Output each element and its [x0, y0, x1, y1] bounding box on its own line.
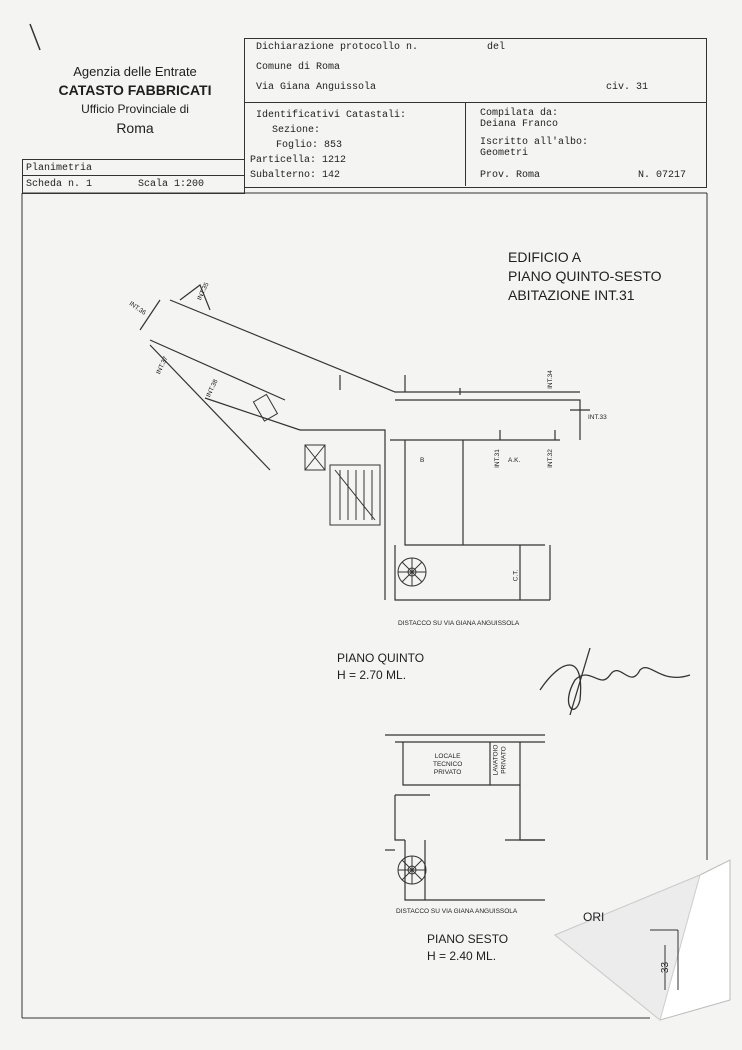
albo-value: Geometri	[480, 148, 529, 159]
foglio-label: Foglio: 853	[276, 140, 343, 151]
catasto-title: CATASTO FABBRICATI	[58, 82, 212, 98]
room-ct-label: C.T.	[512, 569, 520, 582]
lavatoio-label: LAVATOIO PRIVATO	[492, 744, 508, 776]
drawing-title	[508, 248, 662, 305]
signature	[540, 665, 690, 709]
int34-label: INT.34	[546, 370, 554, 389]
agency-name: Agenzia delle Entrate	[73, 64, 197, 79]
scala-label: Scala 1:200	[138, 179, 205, 190]
piano-label: PIANO QUINTO-SESTO	[508, 268, 662, 284]
civ-label: civ. 31	[606, 82, 649, 93]
del-label: del	[487, 42, 506, 53]
planimetria-label: Planimetria	[26, 163, 93, 174]
int38-label: INT.38	[205, 378, 220, 399]
numero-label: N. 07217	[638, 170, 687, 181]
locale-tecnico-label: LOCALE TECNICO PRIVATO	[433, 753, 463, 776]
room-ak-label: A.K.	[508, 457, 521, 464]
agency-block	[52, 62, 218, 138]
int33-label: INT.33	[588, 414, 607, 421]
via-label: Via Giana Anguissola	[256, 82, 377, 93]
piano-sesto-height: H = 2.40 ML.	[427, 949, 497, 963]
int31-label: INT.31	[493, 449, 501, 468]
int37-label: INT.37	[155, 355, 170, 376]
piano-sesto-caption	[427, 931, 508, 965]
abitazione-label: ABITAZIONE INT.31	[508, 287, 635, 303]
ufficio-label: Ufficio Provinciale di	[81, 102, 189, 116]
piano-quinto-height: H = 2.70 ML.	[337, 668, 407, 682]
piano-sesto-title: PIANO SESTO	[427, 932, 509, 946]
distacco-sesto: DISTACCO SU VIA GIANA ANGUISSOLA	[396, 908, 518, 915]
sezione-label: Sezione:	[272, 125, 321, 136]
int32-label: INT.32	[546, 449, 554, 468]
compilatore-name: Deiana Franco	[480, 119, 559, 130]
ufficio-city: Roma	[116, 120, 154, 136]
corner-number: 33	[660, 961, 672, 974]
comune-label: Comune di Roma	[256, 62, 341, 73]
int36-label: INT.36	[127, 300, 148, 317]
prov-label: Prov. Roma	[480, 170, 541, 181]
scheda-number: Scheda n. 1	[26, 179, 93, 190]
edificio-label: EDIFICIO A	[508, 249, 582, 265]
compilata-label: Compilata da:	[480, 108, 559, 119]
int35-label: INT.35	[196, 281, 211, 302]
identificativi-label: Identificativi Catastali:	[256, 110, 407, 121]
dichiarazione-label: Dichiarazione protocollo n.	[256, 42, 419, 53]
room-b-label: B	[420, 457, 425, 464]
particella-label: Particella: 1212	[250, 155, 347, 166]
corner-ori-text: ORI	[583, 910, 605, 924]
distacco-quinto: DISTACCO SU VIA GIANA ANGUISSOLA	[398, 620, 520, 627]
subalterno-label: Subalterno: 142	[250, 170, 341, 181]
piano-quinto-title: PIANO QUINTO	[337, 651, 425, 665]
piano-quinto-caption	[337, 650, 424, 684]
iscritto-label: Iscritto all'albo:	[480, 137, 589, 148]
